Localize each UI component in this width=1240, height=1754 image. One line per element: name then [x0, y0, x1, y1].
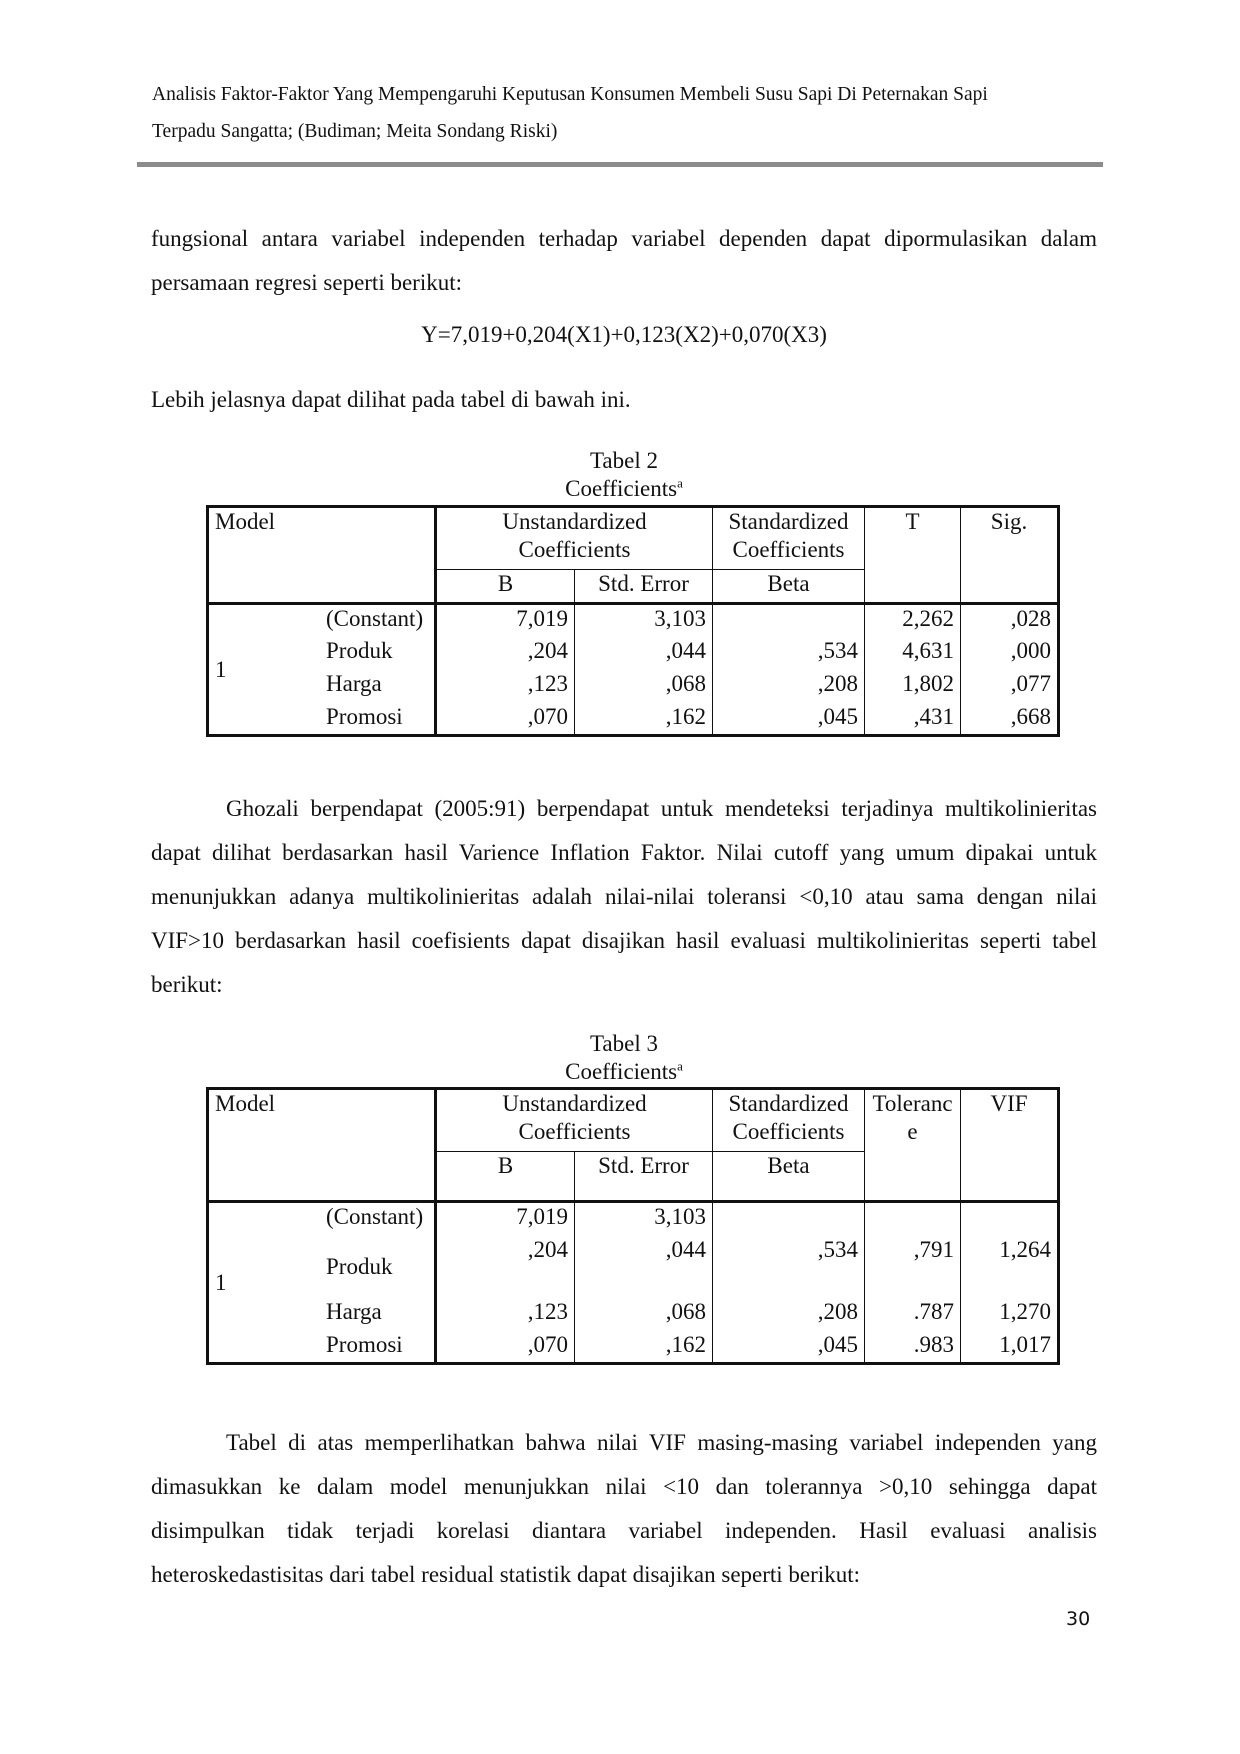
paragraph-conclusion: Tabel di atas memperlihatkan bahwa nilai VIF masing-masing variabel independen yang dimasukkan ke dalam model menunjukkan nilai <10 dan tolerannya >0,10 sehingga dapat disimpulkan tidak terjadi korelasi diantara variabel independen. Hasil evaluasi analisis heteroskedastisitas dari tabel residual statistik dapat disajikan seperti berikut: — [151, 1430, 1097, 1587]
regression-equation: Y=7,019+0,204(X1)+0,123(X2)+0,070(X3) — [421, 322, 827, 347]
table2-header-beta: Beta — [713, 570, 865, 604]
table-row: Produk ,204 ,044 ,534 ,791 1,264 — [208, 1236, 1059, 1298]
table-row: 1 (Constant) 7,019 3,103 2,262 ,028 — [208, 604, 1059, 637]
table3-header-b: B — [436, 1152, 575, 1202]
table3-header-std-error: Std. Error — [575, 1152, 713, 1202]
table-row: Promosi ,070 ,162 ,045 .983 1,017 — [208, 1331, 1059, 1364]
table2-header-t: T — [865, 507, 961, 604]
table-row: 1 (Constant) 7,019 3,103 — [208, 1202, 1059, 1236]
table3-title: Tabel 3 — [589, 1031, 658, 1056]
table3-subtitle: Coefficients$^a$ — [565, 1058, 683, 1084]
table-row: Harga ,123 ,068 ,208 .787 1,270 — [208, 1298, 1059, 1331]
table2-title: Tabel 2 — [589, 448, 658, 473]
table2-header-standardized: Standardized Coefficients — [713, 507, 865, 570]
table2-model-number: 1 — [208, 604, 321, 736]
table3-header-model: Model — [215, 1091, 276, 1116]
table2-caption — [151, 447, 1097, 503]
page-number: 30 — [1066, 1608, 1091, 1630]
table-row: Harga ,123 ,068 ,208 1,802 ,077 — [208, 670, 1059, 703]
paragraph-intro: fungsional antara variabel independen terhadap variabel dependen dapat dipormulasikan dalam persamaan regresi seperti berikut: — [151, 226, 1097, 295]
table3-header-standardized: Standardized Coefficients — [713, 1089, 865, 1152]
paragraph-table-reference: Lebih jelasnya dapat dilihat pada tabel di bawah ini. — [151, 387, 631, 412]
paragraph-multicollinearity: Ghozali berpendapat (2005:91) berpendapat untuk mendeteksi terjadinya multikolinieritas dapat dilihat berdasarkan hasil Varience Inflation Faktor. Nilai cutoff yang umum dipakai untuk menunjukkan adanya multikolinieritas adalah nilai-nilai toleransi <0,10 atau sama dengan nilai VIF>10 berdasarkan hasil coefisients dapat disajikan hasil evaluasi multikolinieritas seperti tabel berikut: — [151, 796, 1097, 997]
running-header — [152, 76, 1112, 150]
table3-header-unstandardized: Unstandardized Coefficients — [436, 1089, 713, 1152]
table3-header-beta: Beta — [713, 1152, 865, 1202]
table2-header-model: Model — [215, 509, 276, 534]
table2-header-std-error: Std. Error — [575, 570, 713, 604]
table3-header-vif: VIF — [961, 1089, 1059, 1202]
table2-header-unstandardized: Unstandardized Coefficients — [436, 507, 713, 570]
header-line-2: Terpadu Sangatta; (Budiman; Meita Sondang Riski) — [152, 121, 558, 142]
header-line-1: Analisis Faktor-Faktor Yang Mempengaruhi Keputusan Konsumen Membeli Susu Sapi Di Peternakan Sapi — [152, 84, 988, 105]
table3-header-tolerance: Toleranc e — [865, 1089, 961, 1202]
table2-coefficients — [206, 505, 1060, 737]
table3-superscript: a — [677, 1058, 683, 1074]
table-row: Promosi ,070 ,162 ,045 ,431 ,668 — [208, 703, 1059, 736]
header-divider — [137, 162, 1103, 167]
table2-header-sig: Sig. — [961, 507, 1059, 604]
table2-superscript: a — [677, 475, 683, 491]
table-row: Produk ,204 ,044 ,534 4,631 ,000 — [208, 637, 1059, 670]
table2-header-b: B — [436, 570, 575, 604]
table3-model-number: 1 — [208, 1202, 321, 1364]
table3-coefficients — [206, 1087, 1060, 1365]
table2-subtitle: Coefficients$^a$ — [565, 475, 683, 501]
table3-caption — [151, 1030, 1097, 1086]
